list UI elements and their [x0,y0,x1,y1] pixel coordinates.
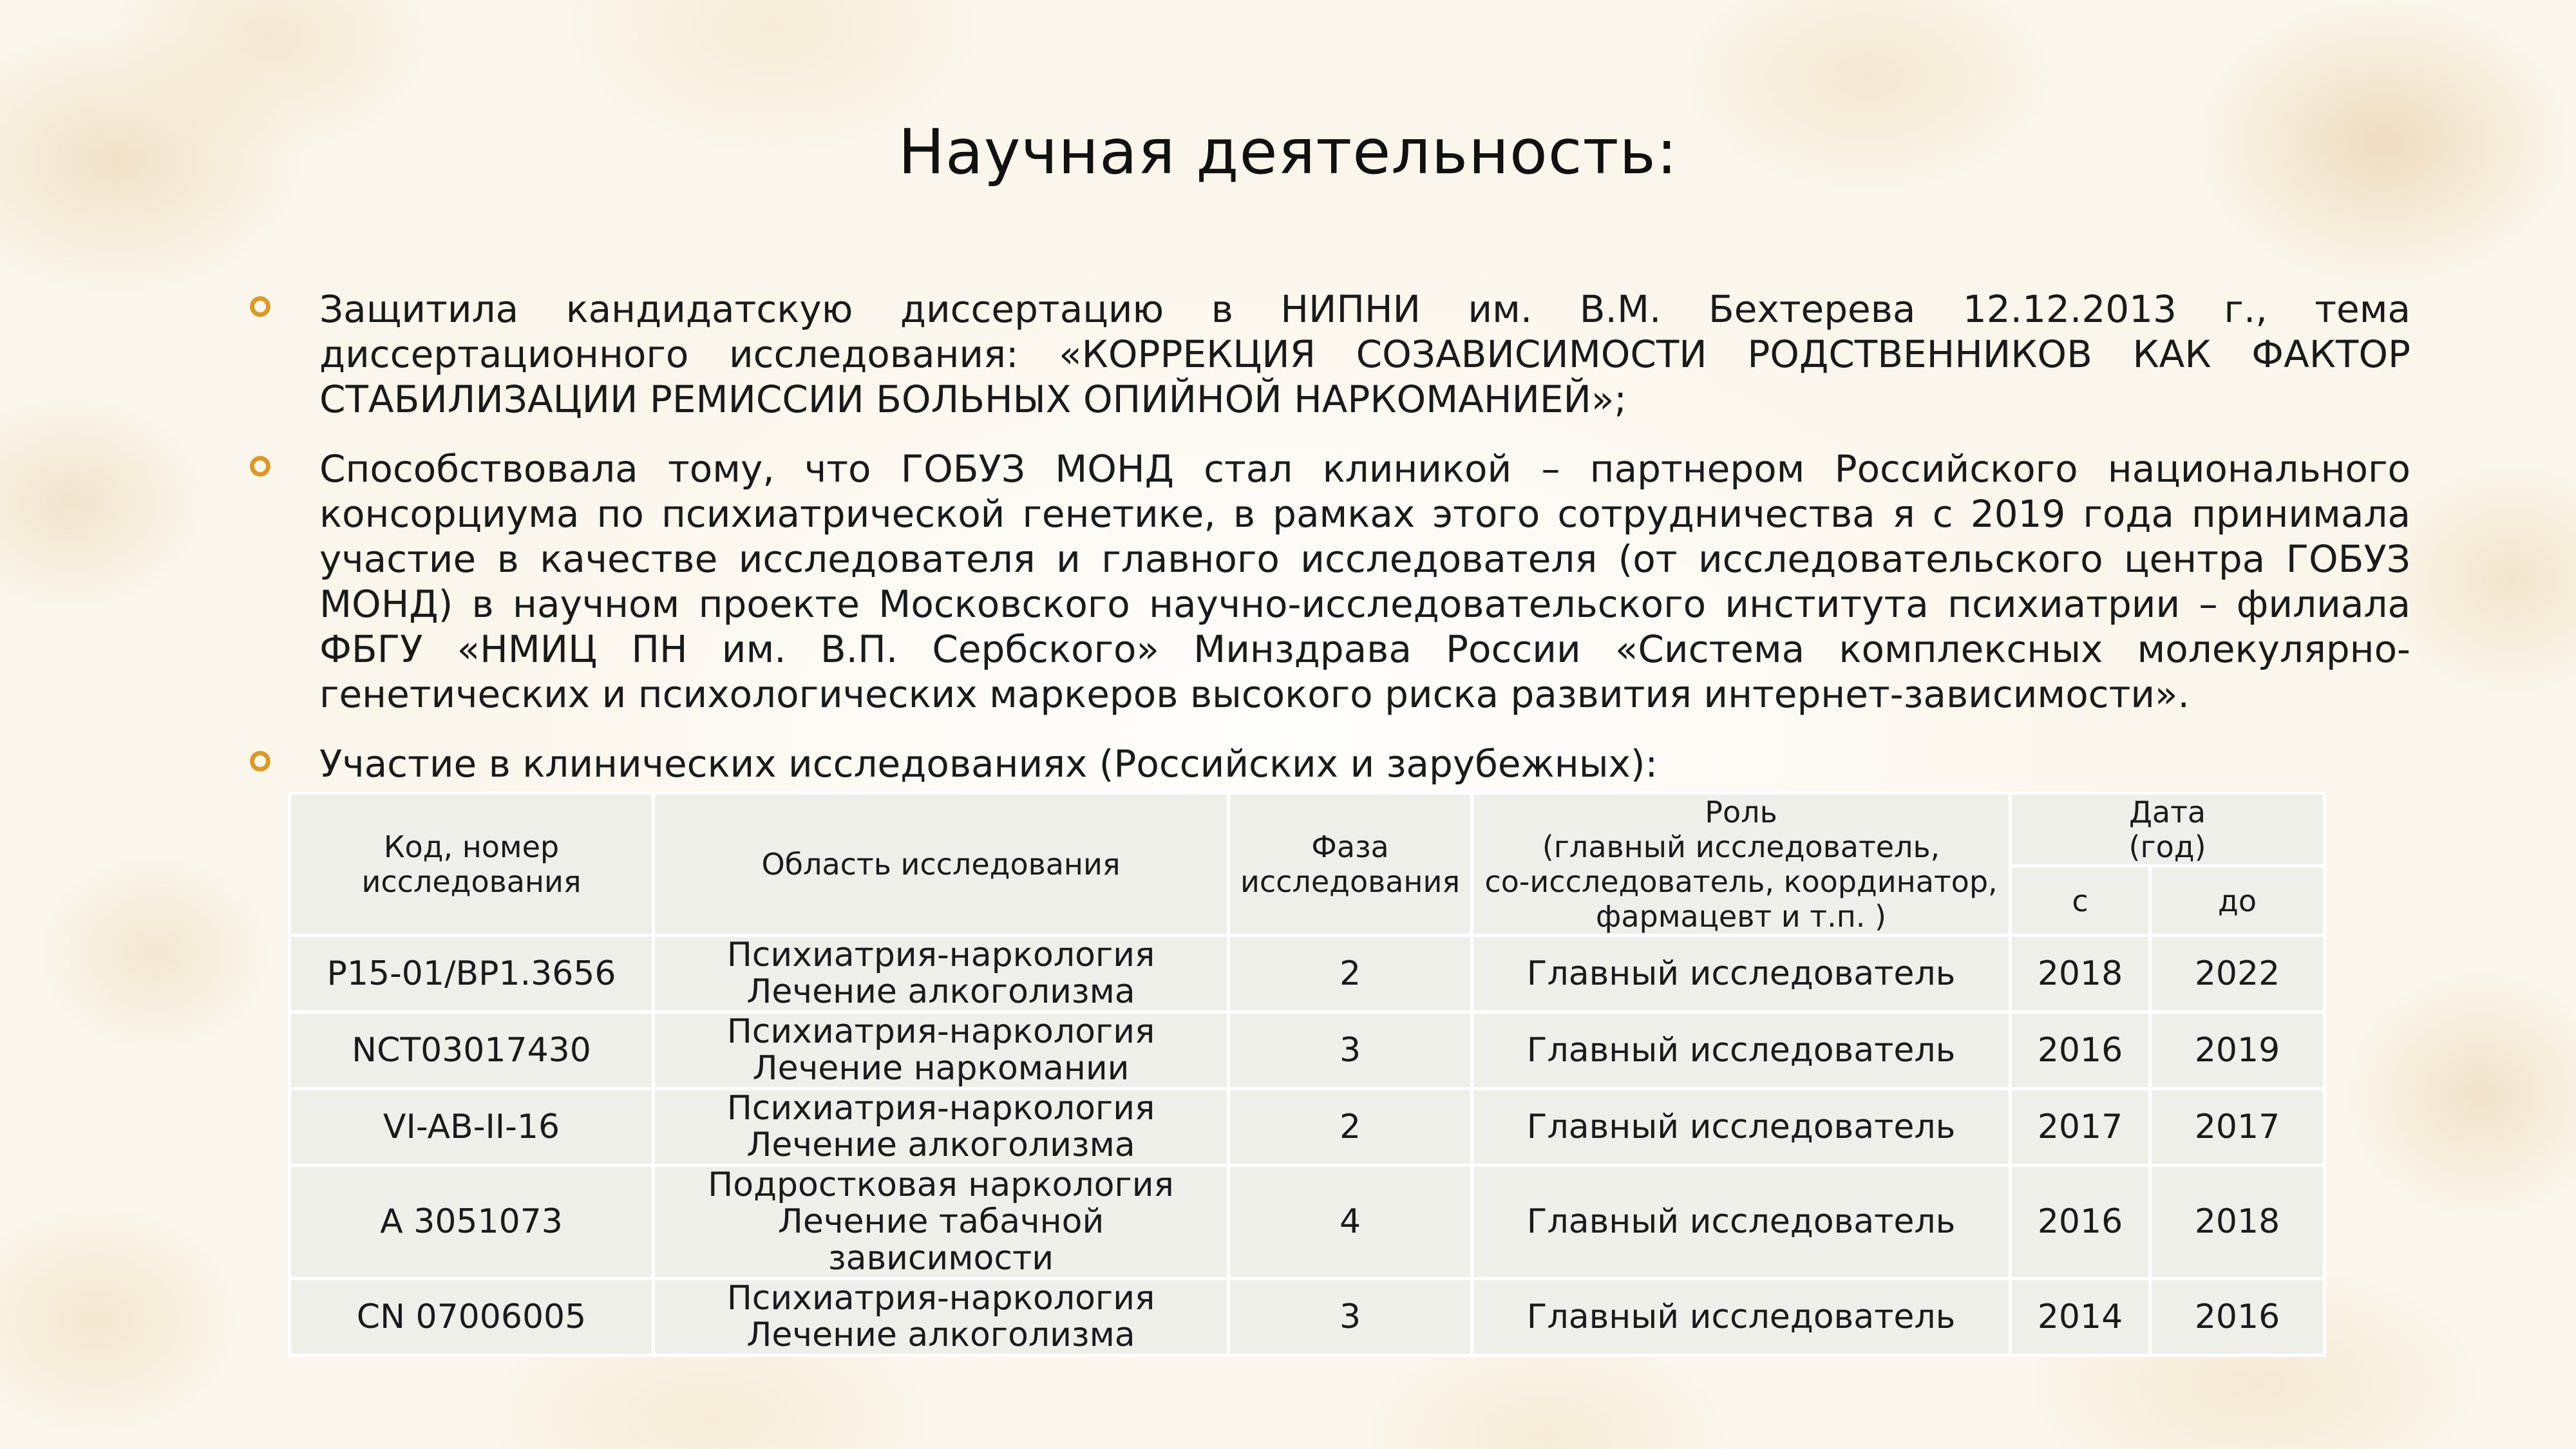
bullet-item-consortium [250,446,2410,717]
header-role: Роль (главный исследователь, со-исследователь, координатор, фармацевт и т.п. ) [1472,793,2011,936]
ring-bullet-icon [250,751,270,772]
bullet-list [250,287,2410,811]
cell-code: NCT03017430 [290,1012,654,1089]
slide-title: Научная деятельность: [898,116,1678,188]
cell-phase: 4 [1229,1166,1472,1279]
bullet-item-dissertation [250,287,2410,422]
cell-to: 2019 [2150,1012,2325,1089]
clinical-trials-table [288,791,2326,1357]
cell-from: 2016 [2011,1166,2150,1279]
cell-role: Главный исследователь [1472,1166,2011,1279]
header-code: Код, номер исследования [290,793,654,936]
header-area: Область исследования [654,793,1229,936]
cell-phase: 3 [1229,1279,1472,1356]
table-row [290,1012,2325,1089]
cell-from: 2016 [2011,1012,2150,1089]
cell-to: 2017 [2150,1089,2325,1166]
bullet-text: Защитила кандидатскую диссертацию в НИПНИ им. В.М. Бехтерева 12.12.2013 г., тема диссертационного исследования: «КОРРЕКЦИЯ СОЗАВИСИМОСТИ РОДСТВЕННИКОВ КАК ФАКТОР СТАБИЛИЗАЦИИ РЕМИССИИ БОЛЬНЫХ ОПИЙНОЙ НАРКОМАНИЕЙ»; [319,287,2410,421]
ring-bullet-icon [250,296,270,317]
cell-phase: 3 [1229,1012,1472,1089]
cell-to: 2018 [2150,1166,2325,1279]
table-row [290,936,2325,1012]
cell-code: A 3051073 [290,1166,654,1279]
cell-phase: 2 [1229,936,1472,1012]
cell-to: 2022 [2150,936,2325,1012]
cell-role: Главный исследователь [1472,1279,2011,1356]
cell-role: Главный исследователь [1472,1089,2011,1166]
header-phase: Фаза исследования [1229,793,1472,936]
bullet-item-clinical-trials [250,741,2410,786]
cell-role: Главный исследователь [1472,1012,2011,1089]
cell-role: Главный исследователь [1472,936,2011,1012]
bullet-text: Способствовала тому, что ГОБУЗ МОНД стал клиникой – партнером Российского национального консорциума по психиатрической генетике, в рамках этого сотрудничества я с 2019 года принимала участие в качестве исследователя и главного исследователя (от исследовательского центра ГОБУЗ МОНД) в научном проекте Московского научно-исследовательского института психиатрии – филиала ФБГУ «НМИЦ ПН им. В.П. Сербского» Минздрава России «Система комплексных молекулярно-генетических и психологических маркеров высокого риска развития интернет-зависимости». [319,447,2410,716]
header-date: Дата (год) [2011,793,2325,866]
table-row [290,1279,2325,1356]
cell-area: Психиатрия-наркология Лечение алкоголизма [654,1279,1229,1356]
header-date-to: до [2150,866,2325,936]
cell-from: 2018 [2011,936,2150,1012]
cell-code: CN 07006005 [290,1279,654,1356]
cell-code: VI-AB-II-16 [290,1089,654,1166]
header-date-from: с [2011,866,2150,936]
cell-from: 2014 [2011,1279,2150,1356]
table-row [290,1089,2325,1166]
cell-code: P15-01/BP1.3656 [290,936,654,1012]
ring-bullet-icon [250,456,270,477]
cell-to: 2016 [2150,1279,2325,1356]
table-row [290,1166,2325,1279]
bullet-text: Участие в клинических исследованиях (Российских и зарубежных): [319,742,1658,786]
clinical-trials-table-wrapper [288,791,2326,1357]
cell-area: Подростковая наркология Лечение табачной зависимости [654,1166,1229,1279]
cell-area: Психиатрия-наркология Лечение алкоголизма [654,936,1229,1012]
cell-phase: 2 [1229,1089,1472,1166]
cell-area: Психиатрия-наркология Лечение наркомании [654,1012,1229,1089]
cell-area: Психиатрия-наркология Лечение алкоголизма [654,1089,1229,1166]
cell-from: 2017 [2011,1089,2150,1166]
